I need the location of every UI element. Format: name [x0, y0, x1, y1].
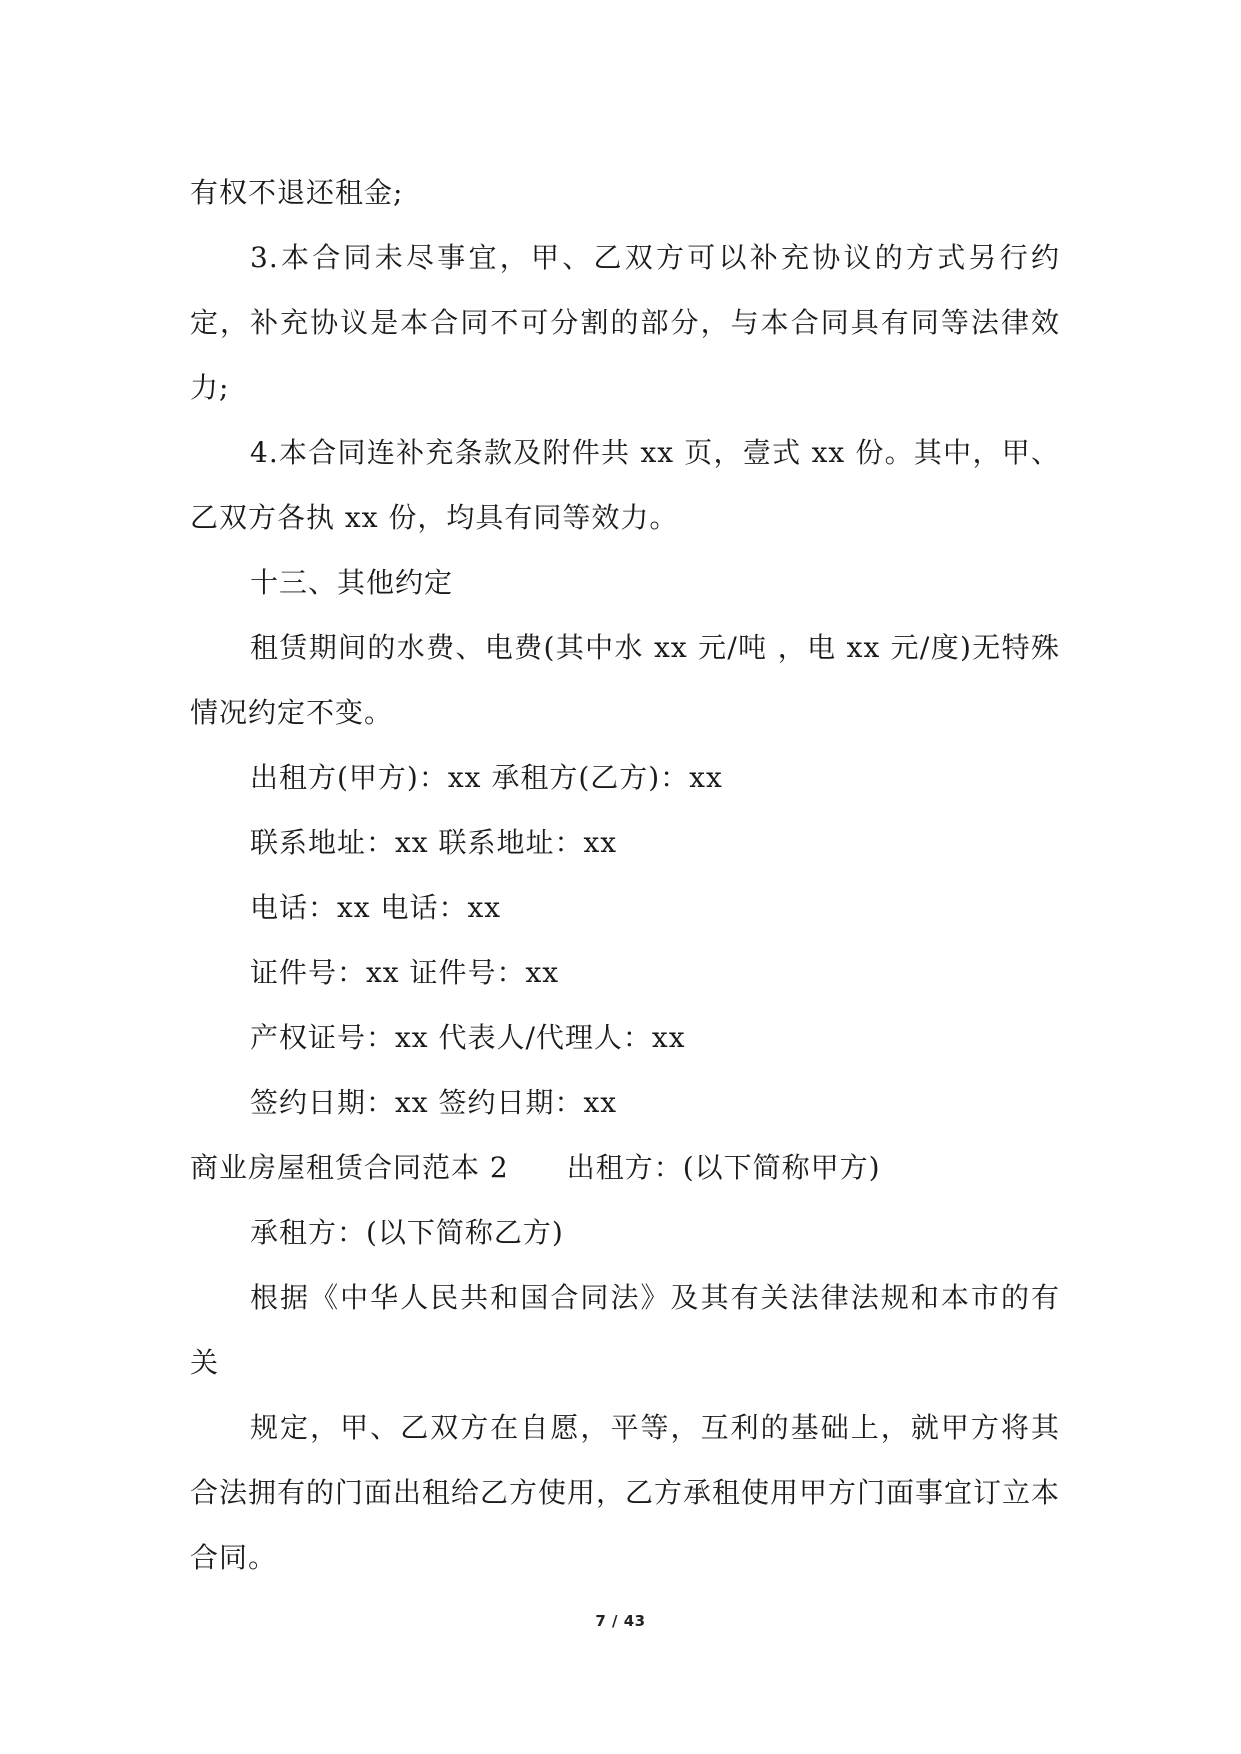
signature-line-id-number: 证件号：xx 证件号：xx [250, 956, 560, 989]
paragraph-lessee: 承租方：(以下简称乙方) [250, 1216, 564, 1249]
signature-line-property-cert: 产权证号：xx 代表人/代理人：xx [250, 1021, 686, 1054]
signature-line-phone: 电话：xx 电话：xx [250, 891, 502, 924]
signature-line-parties: 出租方(甲方)：xx 承租方(乙方)：xx [250, 761, 723, 794]
paragraph-clause-4: 4.本合同连补充条款及附件共 xx 页，壹式 xx 份。其中，甲、乙双方各执 xx 份，均具有同等效力。 [190, 436, 1060, 534]
contract-template-2-title: 商业房屋租赁合同范本 2 出租方：(以下简称甲方) [190, 1151, 881, 1184]
paragraph-legal-basis: 根据《中华人民共和国合同法》及其有关法律法规和本市的有关 [190, 1281, 1060, 1379]
paragraph-rent-no-refund: 有权不退还租金; [190, 176, 404, 209]
page-number: 7 / 43 [595, 1612, 646, 1630]
signature-line-address: 联系地址：xx 联系地址：xx [250, 826, 618, 859]
paragraph-clause-3: 3.本合同未尽事宜，甲、乙双方可以补充协议的方式另行约定，补充协议是本合同不可分割的部分，与本合同具有同等法律效力; [190, 241, 1060, 404]
signature-line-sign-date: 签约日期：xx 签约日期：xx [250, 1086, 618, 1119]
section-heading-other-terms: 十三、其他约定 [250, 566, 454, 599]
paragraph-utilities: 租赁期间的水费、电费(其中水 xx 元/吨 ，电 xx 元/度)无特殊情况约定不变。 [190, 631, 1060, 729]
document-body [190, 160, 1060, 1590]
paragraph-agreement-terms: 规定，甲、乙双方在自愿，平等，互利的基础上，就甲方将其合法拥有的门面出租给乙方使用，乙方承租使用甲方门面事宜订立本合同。 [190, 1411, 1061, 1574]
